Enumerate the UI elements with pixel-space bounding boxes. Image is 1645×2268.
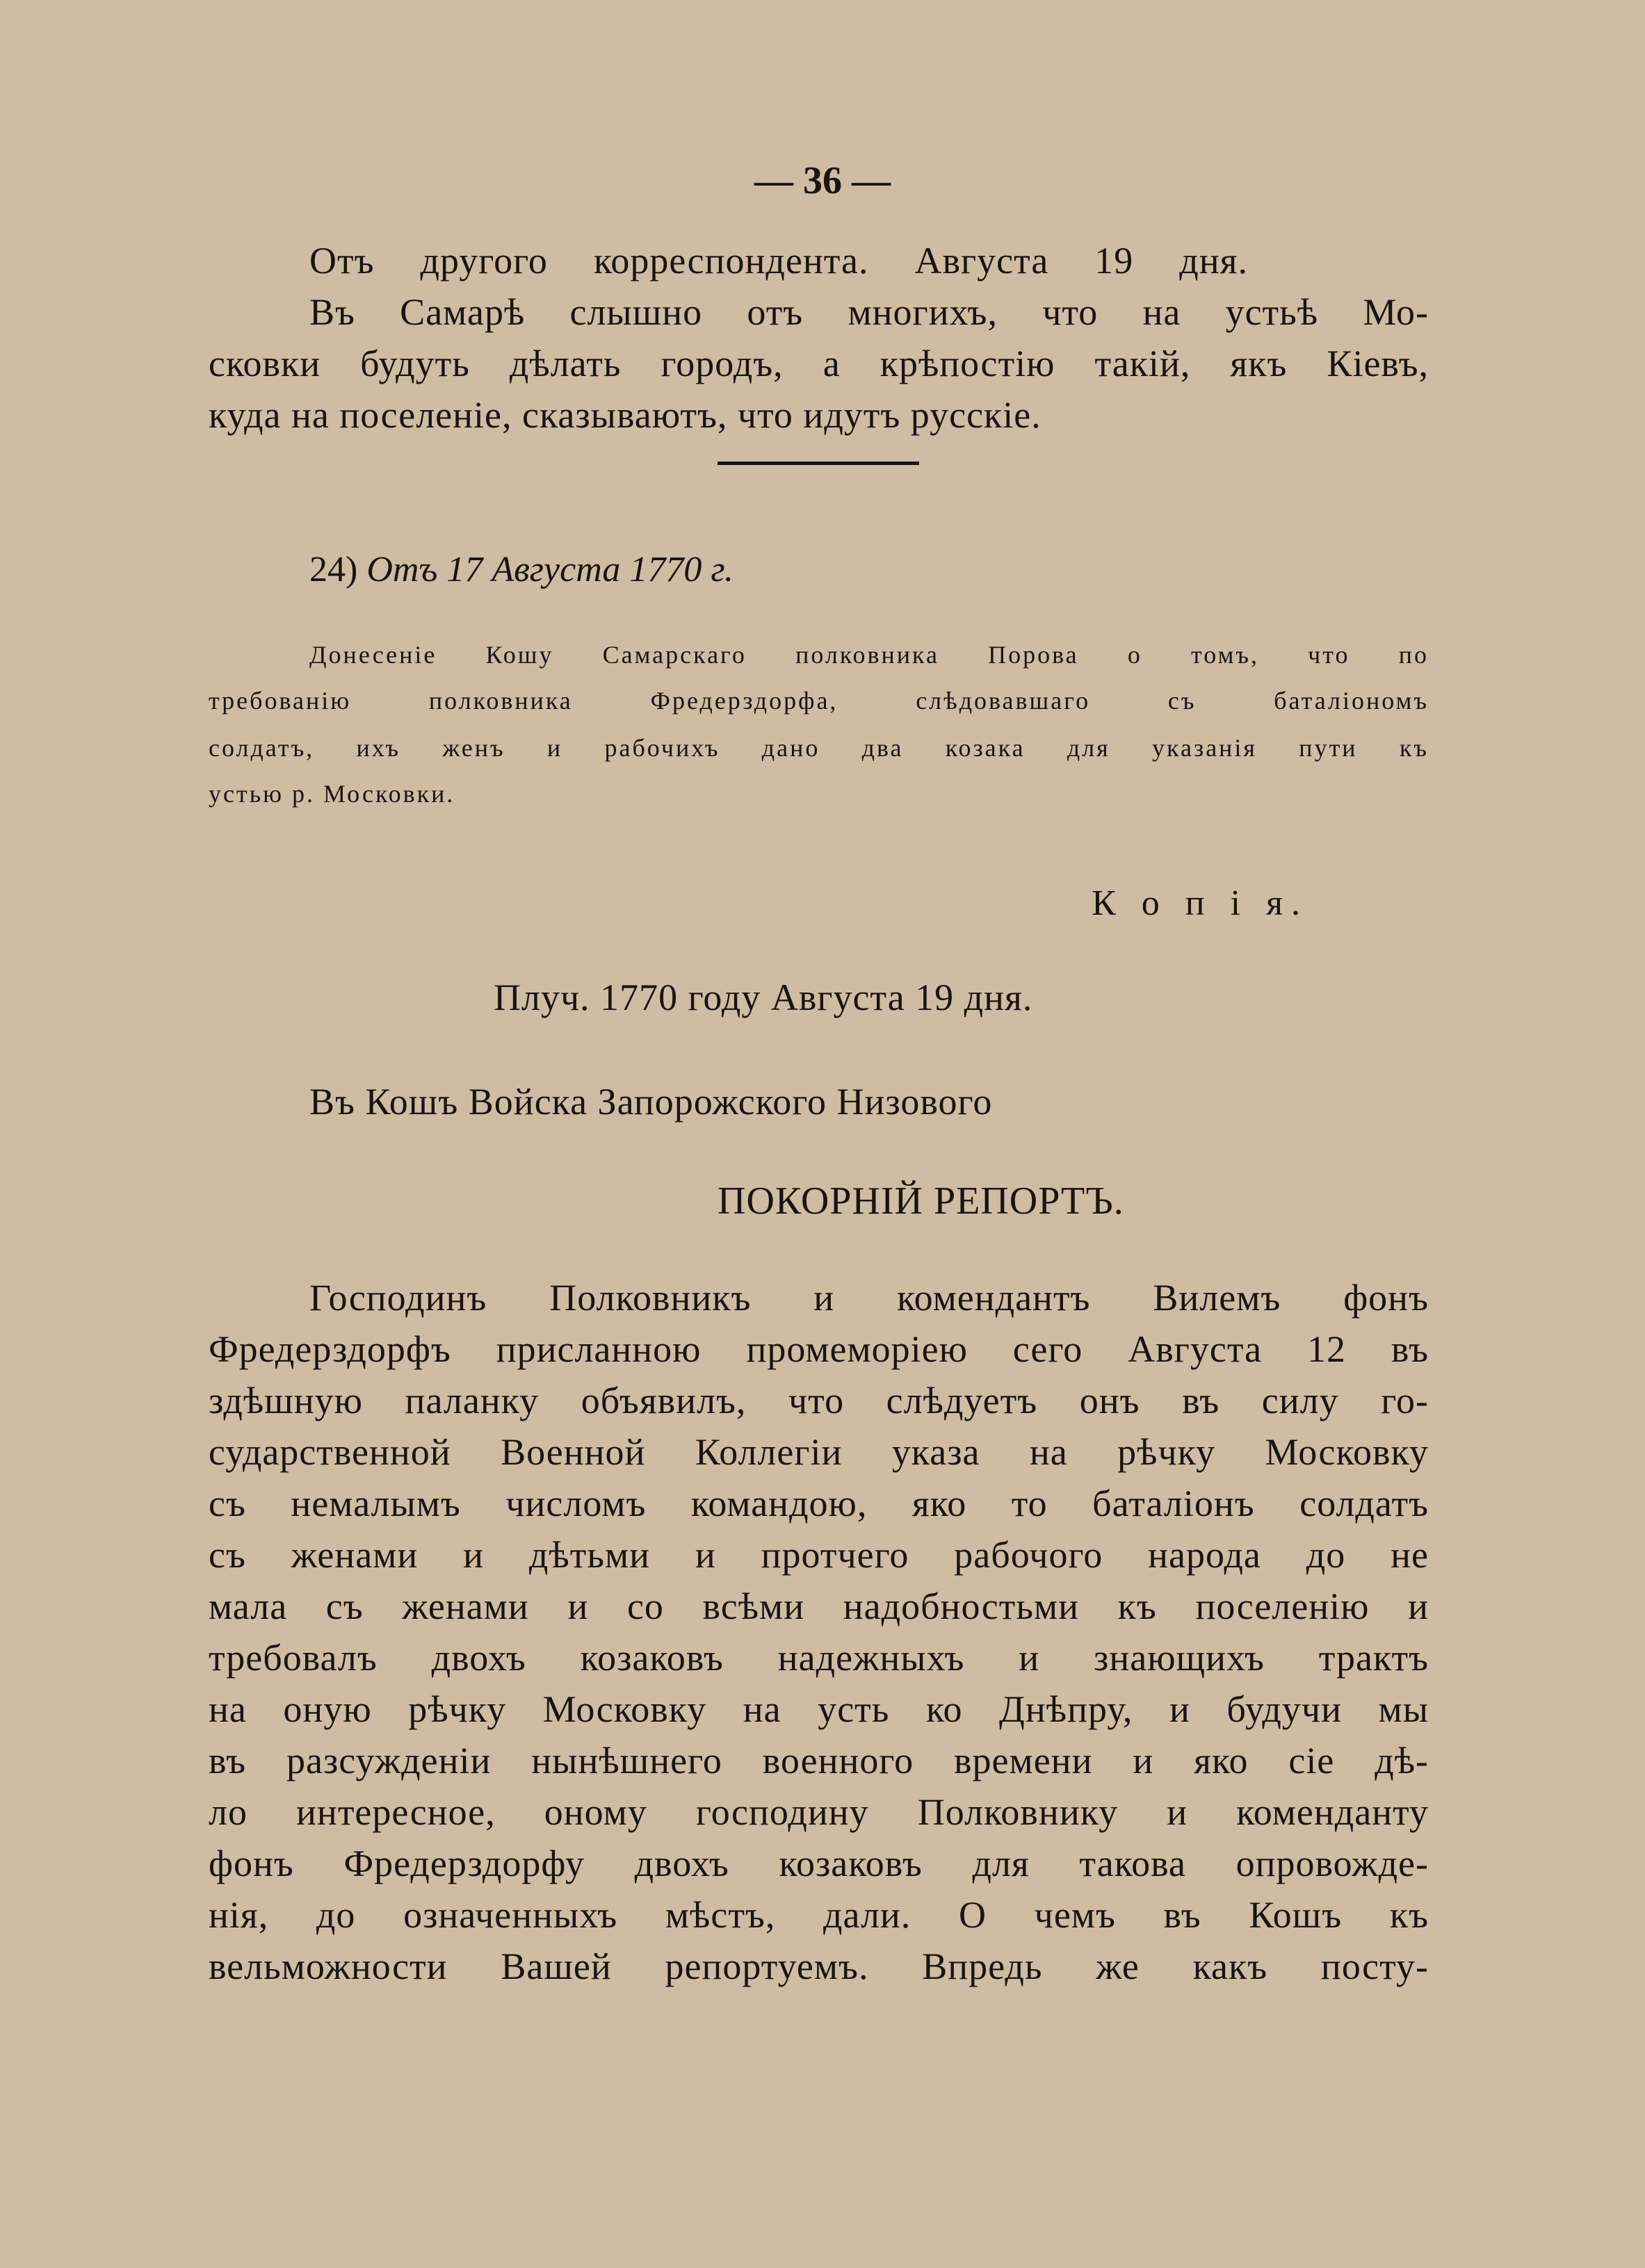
section-divider: [718, 462, 919, 465]
report-line: въ разсужденіи нынѣшнего военного времени и яко сіе дѣ-: [209, 1740, 1429, 1781]
report-line: на оную рѣчку Московку на усть ко Днѣпру, и будучи мы: [209, 1688, 1429, 1730]
report-line: требовалъ двохъ козаковъ надежныхъ и знающихъ трактъ: [209, 1637, 1429, 1679]
report-line: съ женами и дѣтьми и протчего рабочого народа до не: [209, 1534, 1429, 1576]
report-title: ПОКОРНІЙ РЕПОРТЪ.: [718, 1180, 1124, 1223]
report-line: ло интересное, оному господину Полковнику и коменданту: [209, 1791, 1429, 1833]
summary-line: Донесеніе Кошу Самарскаго полковника Порова о томъ, что по: [309, 641, 1429, 669]
report-line: Фредерздорфъ присланною промеморіею сего Августа 12 въ: [209, 1328, 1429, 1370]
report-line: нія, до означенныхъ мѣстъ, дали. О чемъ въ Кошъ къ: [209, 1894, 1429, 1936]
entry-date: Отъ 17 Августа 1770 г.: [366, 550, 734, 589]
summary-line: требованію полковника Фредерздорфа, слѣдовавшаго съ баталіономъ: [209, 687, 1429, 715]
addressee: Въ Кошъ Войска Запорожского Низового: [309, 1081, 993, 1123]
copy-label: К о п і я.: [1092, 883, 1308, 923]
report-line: Господинъ Полковникъ и комендантъ Вилемъ фонъ: [309, 1277, 1429, 1319]
page-number: — 36 —: [754, 159, 891, 202]
entry-number: 24): [309, 550, 358, 589]
received-note: Плуч. 1770 году Августа 19 дня.: [494, 977, 1033, 1018]
report-line: здѣшную паланку объявилъ, что слѣдуетъ онъ въ силу го-: [209, 1380, 1429, 1421]
correspondent-heading: Отъ другого корреспондента. Августа 19 дня.: [309, 240, 1248, 282]
report-line: вельможности Вашей репортуемъ. Впредь же какъ посту-: [209, 1945, 1429, 1987]
report-line: мала съ женами и со всѣми надобностьми къ поселенію и: [209, 1585, 1429, 1627]
correspondent-line: сковки будуть дѣлать городъ, а крѣпостію такій, якъ Кіевъ,: [209, 343, 1429, 384]
report-line: сударственной Военной Коллегіи указа на рѣчку Московку: [209, 1431, 1429, 1473]
correspondent-line: Въ Самарѣ слышно отъ многихъ, что на устьѣ Мо-: [309, 291, 1429, 333]
report-line: фонъ Фредерздорфу двохъ козаковъ для такова опровожде-: [209, 1843, 1429, 1884]
correspondent-line: куда на поселеніе, сказываютъ, что идутъ русскіе.: [209, 394, 1042, 436]
entry-heading: [309, 549, 935, 590]
summary-line: солдатъ, ихъ женъ и рабочихъ дано два козака для указанія пути къ: [209, 734, 1429, 762]
summary-line: устью р. Московки.: [209, 780, 455, 808]
report-line: съ немалымъ числомъ командою, яко то баталіонъ солдатъ: [209, 1483, 1429, 1524]
